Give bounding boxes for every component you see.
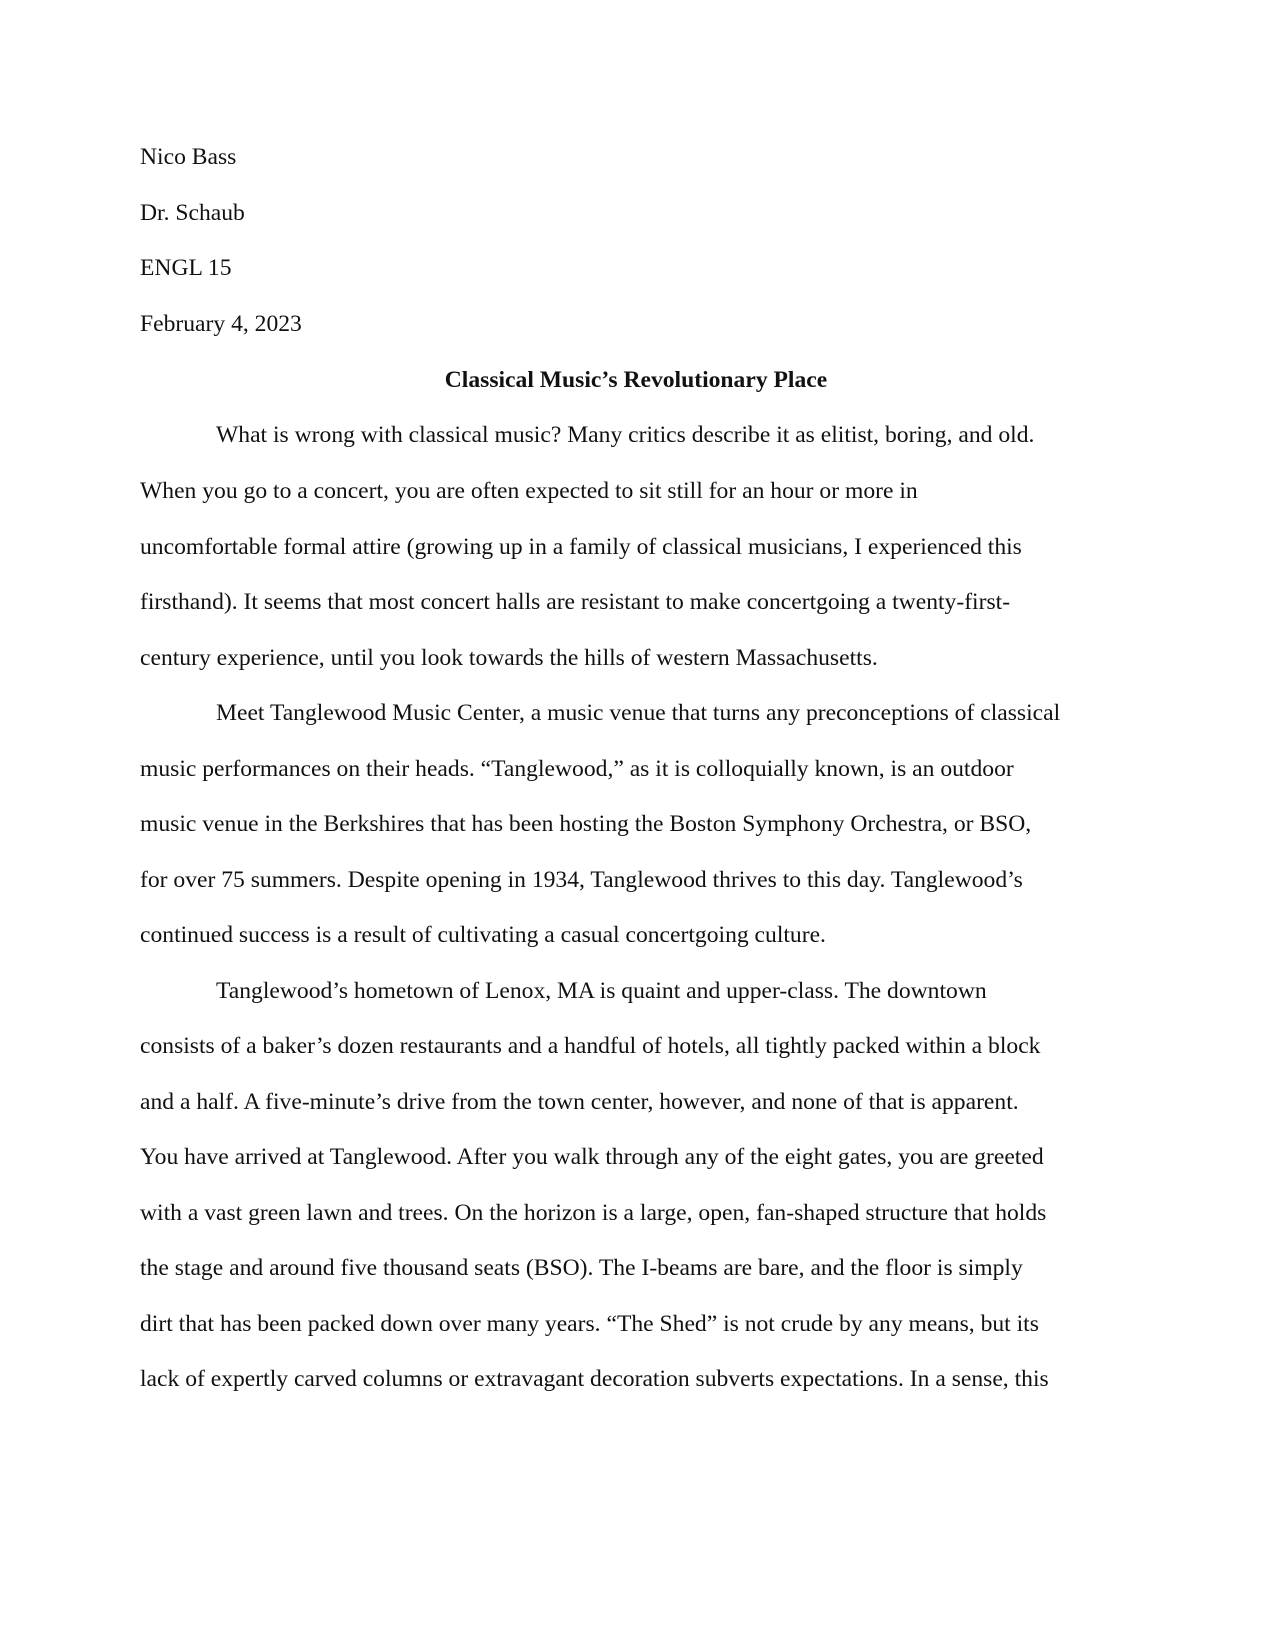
author-name: Nico Bass (140, 144, 237, 170)
paragraph-3-line-7: dirt that has been packed down over many years. “The Shed” is not crude by any means, but its (140, 1311, 1039, 1337)
paragraph-1-line-1: What is wrong with classical music? Many critics describe it as elitist, boring, and old. (216, 422, 1035, 448)
essay-title: Classical Music’s Revolutionary Place (444, 367, 828, 393)
paragraph-2-line-3: music venue in the Berkshires that has been hosting the Boston Symphony Orchestra, or BSO, (140, 811, 1032, 837)
paragraph-2-line-2: music performances on their heads. “Tanglewood,” as it is colloquially known, is an outdoor (140, 756, 1014, 782)
instructor-name: Dr. Schaub (140, 200, 245, 226)
course-name: ENGL 15 (140, 255, 232, 281)
paragraph-2-line-1: Meet Tanglewood Music Center, a music venue that turns any preconceptions of classical (216, 700, 1061, 726)
paragraph-3-line-4: You have arrived at Tanglewood. After you walk through any of the eight gates, you are greeted (140, 1144, 1044, 1170)
paragraph-3-line-6: the stage and around five thousand seats (BSO). The I-beams are bare, and the floor is simply (140, 1255, 1023, 1281)
paragraph-2-line-5: continued success is a result of cultivating a casual concertgoing culture. (140, 922, 826, 948)
paragraph-3-line-8: lack of expertly carved columns or extravagant decoration subverts expectations. In a sense, this (140, 1366, 1049, 1392)
essay-date: February 4, 2023 (140, 311, 302, 337)
paragraph-3-line-5: with a vast green lawn and trees. On the horizon is a large, open, fan-shaped structure that holds (140, 1200, 1047, 1226)
paragraph-3-line-1: Tanglewood’s hometown of Lenox, MA is quaint and upper-class. The downtown (216, 978, 987, 1004)
paragraph-1-line-3: uncomfortable formal attire (growing up in a family of classical musicians, I experienced this (140, 534, 1022, 560)
paragraph-1-line-4: firsthand). It seems that most concert halls are resistant to make concertgoing a twenty-first- (140, 589, 1011, 615)
paragraph-1-line-2: When you go to a concert, you are often expected to sit still for an hour or more in (140, 478, 918, 504)
paragraph-3-line-2: consists of a baker’s dozen restaurants and a handful of hotels, all tightly packed within a block (140, 1033, 1041, 1059)
paragraph-3-line-3: and a half. A five-minute’s drive from the town center, however, and none of that is apparent. (140, 1089, 1019, 1115)
paragraph-2-line-4: for over 75 summers. Despite opening in 1934, Tanglewood thrives to this day. Tanglewood’s (140, 867, 1023, 893)
paragraph-1-line-5: century experience, until you look towards the hills of western Massachusetts. (140, 645, 878, 671)
